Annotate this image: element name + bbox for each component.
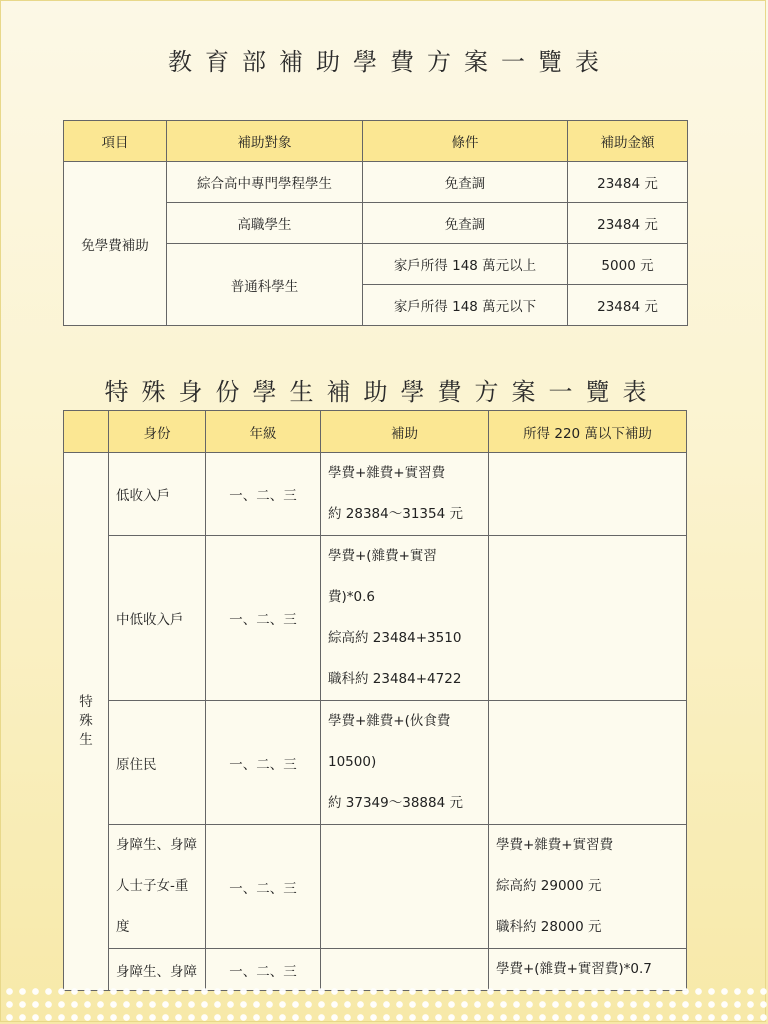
identity-cell-line: 身障生、身障 [116, 837, 197, 853]
condition-cell: 免查調 [363, 162, 568, 203]
table-row [64, 701, 687, 825]
amount-cell: 23484 元 [568, 285, 688, 326]
low-income-subsidy-cell-line: 職科約 28000 元 [496, 919, 602, 935]
identity-cell-line: 低收入戶 [116, 488, 170, 504]
category-vertical-text: 特殊生 [79, 694, 93, 748]
header-grade: 年級 [206, 411, 321, 453]
target-cell: 綜合高中專門學程學生 [167, 162, 363, 203]
identity-cell-line: 原住民 [116, 756, 157, 773]
low-income-subsidy-cell-line: 學費+雜費+實習費 [496, 837, 614, 853]
low-income-subsidy-cell [489, 536, 687, 701]
table-row [64, 536, 687, 701]
low-income-subsidy-cell-line: 綜高約 29000 元 [496, 878, 602, 894]
header-target: 補助對象 [167, 121, 363, 162]
grade-cell: 一、二、三 [206, 453, 321, 536]
amount-cell: 23484 元 [568, 203, 688, 244]
condition-cell: 家戶所得 148 萬元以上 [363, 244, 568, 285]
header-blank [64, 411, 109, 453]
grade-cell: 一、二、三 [206, 825, 321, 949]
subsidy-cell [321, 825, 489, 949]
header-item: 項目 [64, 121, 167, 162]
subsidy-cell-line: 約 37349～38884 元 [328, 795, 463, 811]
target-cell: 普通科學生 [167, 244, 363, 326]
condition-cell: 家戶所得 148 萬元以下 [363, 285, 568, 326]
title-tuition-subsidy: 教育部補助學費方案一覽表 [168, 48, 612, 76]
low-income-subsidy-cell [489, 701, 687, 825]
identity-cell [109, 536, 206, 701]
table-header-row [64, 411, 687, 453]
amount-cell: 23484 元 [568, 162, 688, 203]
identity-cell-line: 人士子女-重 [116, 878, 189, 894]
tuition-subsidy-table [63, 120, 688, 326]
identity-cell-line: 度 [116, 919, 130, 935]
subsidy-cell-line: 綜高約 23484+3510 [328, 630, 462, 646]
low-income-subsidy-cell-line: 學費+(雜費+實習費)*0.7 [496, 961, 652, 977]
condition-cell: 免查調 [363, 203, 568, 244]
subsidy-cell-line: 學費+雜費+(伙食費 [328, 713, 451, 729]
identity-cell [109, 701, 206, 825]
subsidy-cell-line: 學費+(雜費+實習 [328, 548, 437, 564]
special-identity-table [63, 410, 687, 991]
low-income-subsidy-cell [489, 453, 687, 536]
subsidy-cell-line: 職科約 23484+4722 [328, 671, 462, 687]
table-row [64, 825, 687, 949]
category-cell [64, 453, 109, 991]
grade-cell: 一、二、三 [206, 949, 321, 991]
subsidy-cell-line: 學費+雜費+實習費 [328, 465, 446, 481]
header-low-income-subsidy: 所得 220 萬以下補助 [489, 411, 687, 453]
dotted-border-decoration [0, 982, 768, 1024]
header-identity: 身份 [109, 411, 206, 453]
target-cell: 高職學生 [167, 203, 363, 244]
table-row [64, 162, 688, 203]
subsidy-cell [321, 536, 489, 701]
grade-cell: 一、二、三 [206, 701, 321, 825]
identity-cell-line: 身障生、身障 [116, 963, 197, 980]
title-special-identity-subsidy: 特殊身份學生補助學費方案一覽表 [104, 378, 660, 406]
identity-cell [109, 825, 206, 949]
subsidy-cell-line: 約 28384～31354 元 [328, 506, 463, 522]
subsidy-cell-line: 費)*0.6 [328, 589, 375, 605]
subsidy-cell [321, 453, 489, 536]
table-header-row [64, 121, 688, 162]
subsidy-cell [321, 701, 489, 825]
identity-cell [109, 453, 206, 536]
category-cell: 免學費補助 [64, 162, 167, 326]
header-condition: 條件 [363, 121, 568, 162]
subsidy-cell-line: 10500) [328, 754, 377, 770]
low-income-subsidy-cell [489, 825, 687, 949]
amount-cell: 5000 元 [568, 244, 688, 285]
identity-cell-line: 中低收入戶 [116, 612, 184, 628]
header-subsidy: 補助 [321, 411, 489, 453]
grade-cell: 一、二、三 [206, 536, 321, 701]
table-row [64, 453, 687, 536]
header-amount: 補助金額 [568, 121, 688, 162]
